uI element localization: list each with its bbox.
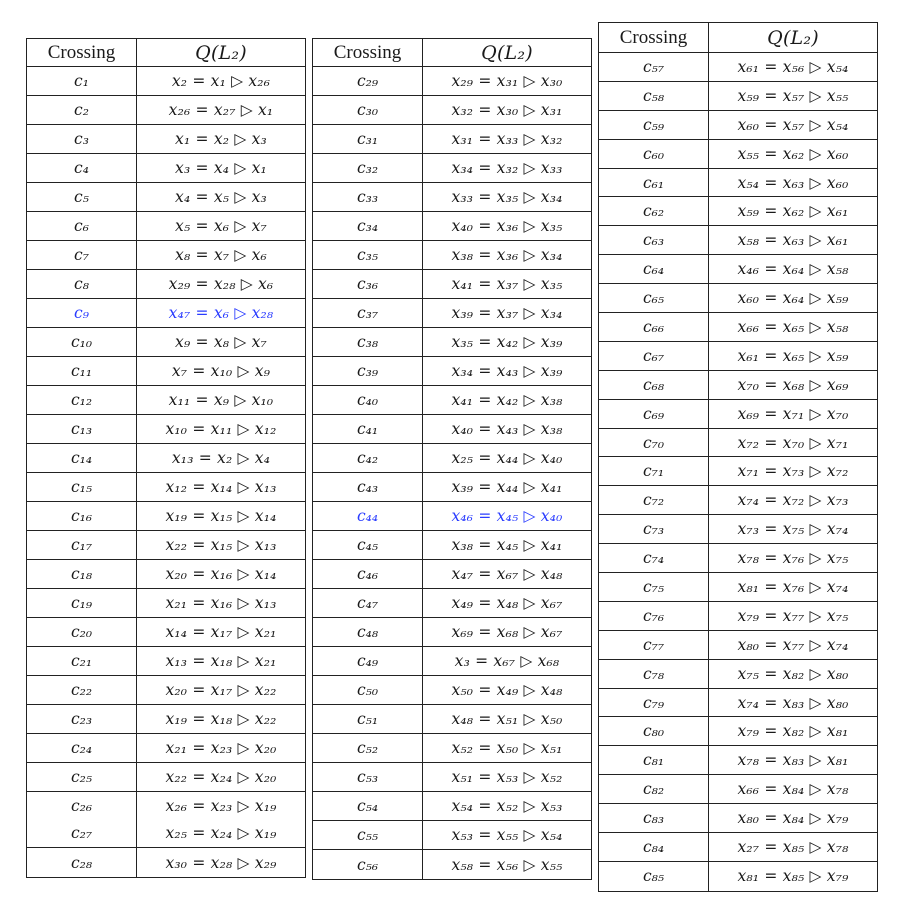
relation-cell: x₄₆ = x₄₅ ▷ x₄₀ <box>451 507 563 525</box>
table-row <box>599 746 877 775</box>
crossing-table-2 <box>312 38 592 880</box>
table-row <box>27 444 305 473</box>
table-row <box>599 82 877 111</box>
relation-cell: x₂₇ = x₈₅ ▷ x₇₈ <box>737 837 849 856</box>
relation-cell: x₂₉ = x₂₈ ▷ x₆ <box>168 275 274 293</box>
crossing-cell: c₆₅ <box>599 284 709 312</box>
relation-cell: x₃₉ = x₄₄ ▷ x₄₁ <box>451 478 563 496</box>
table-row <box>313 705 591 734</box>
crossing-cell: c₁₆ <box>27 502 137 530</box>
table-row <box>599 53 877 82</box>
table-header <box>27 39 305 67</box>
crossing-cell: c₁₁ <box>27 357 137 385</box>
table-row <box>27 763 305 792</box>
table-row <box>599 544 877 573</box>
relation-cell: x₅₉ = x₆₂ ▷ x₆₁ <box>737 202 849 221</box>
table-row <box>313 589 591 618</box>
crossing-cell: c₄₈ <box>313 618 423 646</box>
crossing-cell: c₃₇ <box>313 299 423 327</box>
relation-cell: x₇₉ = x₇₇ ▷ x₇₅ <box>737 606 849 625</box>
table-row <box>599 226 877 255</box>
table-row <box>599 602 877 631</box>
table-row <box>27 589 305 618</box>
table-row <box>27 299 305 328</box>
crossing-cell: c₅ <box>27 183 137 211</box>
crossing-cell: c₄ <box>27 154 137 182</box>
table-row <box>313 183 591 212</box>
relation-cell: x₁₃ = x₁₈ ▷ x₂₁ <box>165 652 277 670</box>
relation-cell: x₃₃ = x₃₅ ▷ x₃₄ <box>451 188 563 206</box>
relation-cell: x₃₁ = x₃₃ ▷ x₃₂ <box>451 130 563 148</box>
crossing-table-1 <box>26 38 306 878</box>
relation-cell: x₂₁ = x₂₃ ▷ x₂₀ <box>165 739 277 757</box>
crossing-cell: c₇ <box>27 241 137 269</box>
table-row <box>599 342 877 371</box>
crossing-cell: c₇₈ <box>599 660 709 688</box>
table-row <box>313 241 591 270</box>
table-row <box>313 357 591 386</box>
relation-cell: x₅₈ = x₅₆ ▷ x₅₅ <box>451 855 563 874</box>
table-row <box>313 560 591 589</box>
relation-cell: x₅₂ = x₅₀ ▷ x₅₁ <box>451 739 563 757</box>
crossing-cell: c₃₉ <box>313 357 423 385</box>
table-row <box>313 212 591 241</box>
relation-cell: x₄₁ = x₄₂ ▷ x₃₈ <box>451 391 563 409</box>
table-row <box>313 763 591 792</box>
cell-line: x₂₅ = x₂₄ ▷ x₁₉ <box>165 824 277 843</box>
crossing-cell: c₁₄ <box>27 444 137 472</box>
table-row <box>599 457 877 486</box>
table-row <box>599 573 877 602</box>
table-row <box>27 705 305 734</box>
table-row <box>313 415 591 444</box>
table-row <box>599 313 877 342</box>
table-row <box>313 647 591 676</box>
crossing-cell: c₅₈ <box>599 82 709 110</box>
table-row <box>599 833 877 862</box>
relation-cell: x₂ = x₁ ▷ x₂₆ <box>171 72 271 90</box>
table-row <box>313 821 591 850</box>
crossing-cell: c₂₁ <box>27 647 137 675</box>
relation-cell: x₁ = x₂ ▷ x₃ <box>175 130 267 148</box>
table-row <box>27 415 305 444</box>
table-row <box>313 154 591 183</box>
relation-cell: x₅₉ = x₅₇ ▷ x₅₅ <box>737 86 849 105</box>
table-row <box>599 111 877 140</box>
relation-cell: x₃₈ = x₃₆ ▷ x₃₄ <box>451 246 563 264</box>
crossing-cell: c₇₃ <box>599 515 709 543</box>
crossing-cell: c₇₂ <box>599 486 709 514</box>
crossing-cell: c₇₄ <box>599 544 709 572</box>
crossing-cell: c₅₅ <box>313 821 423 849</box>
relation-cell: x₅₅ = x₆₂ ▷ x₆₀ <box>737 144 849 163</box>
relation-cell: x₃₅ = x₄₂ ▷ x₃₉ <box>451 333 563 351</box>
table-row <box>27 676 305 705</box>
crossing-cell: c₂₂ <box>27 676 137 704</box>
crossing-cell: c₈ <box>27 270 137 298</box>
header-crossing: Crossing <box>27 39 137 66</box>
table-row <box>599 140 877 169</box>
table-row <box>27 734 305 763</box>
relation-cell: x₆₀ = x₆₄ ▷ x₅₉ <box>737 289 849 308</box>
table-row <box>313 444 591 473</box>
relation-cell: x₇₃ = x₇₅ ▷ x₇₄ <box>737 520 849 539</box>
crossing-cell: c₈₅ <box>599 862 709 891</box>
relation-cell: x₃ = x₆₇ ▷ x₆₈ <box>454 652 560 670</box>
crossing-cell: c₅₉ <box>599 111 709 139</box>
relation-cell: x₁₃ = x₂ ▷ x₄ <box>171 449 271 467</box>
relation-cell: x₅₄ = x₆₃ ▷ x₆₀ <box>737 173 849 192</box>
relation-cell: x₂₁ = x₁₆ ▷ x₁₃ <box>165 594 277 612</box>
crossing-cell: c₄₁ <box>313 415 423 443</box>
crossing-cell: c₂₀ <box>27 618 137 646</box>
table-row <box>599 486 877 515</box>
crossing-cell: c₅₃ <box>313 763 423 791</box>
crossing-cell: c₇₆ <box>599 602 709 630</box>
crossing-cell: c₁₂ <box>27 386 137 414</box>
crossing-cell: c₆₈ <box>599 371 709 399</box>
crossing-cell: c₇₅ <box>599 573 709 601</box>
relation-cell: x₅₃ = x₅₅ ▷ x₅₄ <box>451 826 563 844</box>
crossing-cell: c₃₈ <box>313 328 423 356</box>
table-row <box>599 804 877 833</box>
table-row <box>599 660 877 689</box>
table-row <box>599 197 877 226</box>
crossing-cell: c₅₁ <box>313 705 423 733</box>
crossing-cell: c₈₃ <box>599 804 709 832</box>
relation-cell: x₆₆ = x₆₅ ▷ x₅₈ <box>737 317 849 336</box>
crossing-cell: c₂₅ <box>27 763 137 791</box>
table-row <box>599 689 877 718</box>
relation-cell: x₁₉ = x₁₈ ▷ x₂₂ <box>165 710 277 728</box>
table-row <box>599 515 877 544</box>
crossing-cell: c₁₃ <box>27 415 137 443</box>
table-row <box>599 862 877 891</box>
relation-cell: x₈₁ = x₈₅ ▷ x₇₉ <box>737 867 849 886</box>
crossing-cell: c₁₀ <box>27 328 137 356</box>
table-row <box>599 717 877 746</box>
relation-cell: x₃₀ = x₂₈ ▷ x₂₉ <box>165 853 277 872</box>
table-row <box>27 502 305 531</box>
relation-cell: x₃₈ = x₄₅ ▷ x₄₁ <box>451 536 563 554</box>
table-row <box>27 531 305 560</box>
relation-cell: x₉ = x₈ ▷ x₇ <box>175 333 267 351</box>
crossing-cell: c₆₃ <box>599 226 709 254</box>
cell-line: c₂₆ <box>70 796 93 815</box>
relation-cell: x₇₉ = x₈₂ ▷ x₈₁ <box>737 722 849 741</box>
relation-cell <box>137 792 305 847</box>
table-header <box>599 23 877 53</box>
crossing-cell: c₂₉ <box>313 67 423 95</box>
crossing-cell: c₁ <box>27 67 137 95</box>
relation-cell: x₅ = x₆ ▷ x₇ <box>175 217 267 235</box>
crossing-cell: c₅₀ <box>313 676 423 704</box>
crossing-cell: c₂ <box>27 96 137 124</box>
relation-cell: x₈ = x₇ ▷ x₆ <box>175 246 267 264</box>
table-row <box>313 125 591 154</box>
relation-cell: x₆₆ = x₈₄ ▷ x₇₈ <box>737 780 849 799</box>
relation-cell: x₇₀ = x₆₈ ▷ x₆₉ <box>737 375 849 394</box>
table-row <box>313 676 591 705</box>
table-row <box>599 169 877 198</box>
relation-cell: x₃₄ = x₃₂ ▷ x₃₃ <box>451 159 563 177</box>
crossing-cell: c₁₅ <box>27 473 137 501</box>
header-quandle: Q(L₂) <box>481 41 533 64</box>
table-row <box>313 531 591 560</box>
relation-cell: x₁₁ = x₉ ▷ x₁₀ <box>168 391 274 409</box>
relation-cell: x₆₁ = x₅₆ ▷ x₅₄ <box>737 57 849 76</box>
crossing-cell: c₄₂ <box>313 444 423 472</box>
table-row <box>599 631 877 660</box>
relation-cell: x₇₅ = x₈₂ ▷ x₈₀ <box>737 664 849 683</box>
crossing-cell: c₁₉ <box>27 589 137 617</box>
crossing-cell: c₁₇ <box>27 531 137 559</box>
crossing-cell: c₃ <box>27 125 137 153</box>
crossing-cell: c₇₁ <box>599 457 709 485</box>
table-row <box>313 792 591 821</box>
relation-cell: x₈₀ = x₇₇ ▷ x₇₄ <box>737 635 849 654</box>
relation-cell: x₁₄ = x₁₇ ▷ x₂₁ <box>165 623 277 641</box>
table-row <box>313 502 591 531</box>
relation-cell: x₁₂ = x₁₄ ▷ x₁₃ <box>165 478 277 496</box>
crossing-cell: c₄₀ <box>313 386 423 414</box>
table-row <box>27 647 305 676</box>
relation-cell: x₇ = x₁₀ ▷ x₉ <box>171 362 271 380</box>
relation-cell: x₄₈ = x₅₁ ▷ x₅₀ <box>451 710 563 728</box>
relation-cell: x₆₉ = x₆₈ ▷ x₆₇ <box>451 623 563 641</box>
crossing-cell: c₆₇ <box>599 342 709 370</box>
crossing-cell: c₃₀ <box>313 96 423 124</box>
crossing-cell: c₇₇ <box>599 631 709 659</box>
table-row <box>313 96 591 125</box>
table-row <box>27 357 305 386</box>
crossing-cell: c₂₈ <box>27 848 137 877</box>
relation-cell: x₄₉ = x₄₈ ▷ x₆₇ <box>451 594 563 612</box>
relation-cell: x₇₈ = x₇₆ ▷ x₇₅ <box>737 549 849 568</box>
relation-cell: x₅₄ = x₅₂ ▷ x₅₃ <box>451 797 563 815</box>
table-row <box>599 775 877 804</box>
crossing-cell: c₉ <box>27 299 137 327</box>
relation-cell: x₅₈ = x₆₃ ▷ x₆₁ <box>737 231 849 250</box>
crossing-cell: c₅₄ <box>313 792 423 820</box>
crossing-cell: c₅₆ <box>313 850 423 879</box>
relation-cell: x₁₀ = x₁₁ ▷ x₁₂ <box>165 420 277 438</box>
relation-cell: x₂₀ = x₁₆ ▷ x₁₄ <box>165 565 277 583</box>
table-row <box>27 67 305 96</box>
crossing-cell: c₃₄ <box>313 212 423 240</box>
crossing-cell: c₇₀ <box>599 429 709 457</box>
crossing-cell: c₆ <box>27 212 137 240</box>
relation-cell: x₂₆ = x₂₇ ▷ x₁ <box>168 101 274 119</box>
relation-cell: x₃₉ = x₃₇ ▷ x₃₄ <box>451 304 563 322</box>
table-row <box>27 96 305 125</box>
relation-cell: x₂₉ = x₃₁ ▷ x₃₀ <box>451 72 563 90</box>
table-row <box>27 241 305 270</box>
relation-cell: x₄₀ = x₃₆ ▷ x₃₅ <box>451 217 563 235</box>
relation-cell: x₆₀ = x₅₇ ▷ x₅₄ <box>737 115 849 134</box>
crossing-cell: c₂₄ <box>27 734 137 762</box>
crossing-cell: c₃₁ <box>313 125 423 153</box>
relation-cell: x₅₀ = x₄₉ ▷ x₄₈ <box>451 681 563 699</box>
relation-cell: x₃ = x₄ ▷ x₁ <box>175 159 267 177</box>
relation-cell: x₈₁ = x₇₆ ▷ x₇₄ <box>737 577 849 596</box>
relation-cell: x₇₂ = x₇₀ ▷ x₇₁ <box>737 433 849 452</box>
relation-cell: x₇₁ = x₇₃ ▷ x₇₂ <box>737 462 849 481</box>
crossing-cell: c₄₉ <box>313 647 423 675</box>
table-row <box>27 125 305 154</box>
relation-cell: x₇₈ = x₈₃ ▷ x₈₁ <box>737 751 849 770</box>
table-row <box>313 850 591 879</box>
table-row <box>599 255 877 284</box>
table-row <box>599 400 877 429</box>
crossing-cell: c₃₂ <box>313 154 423 182</box>
table-row <box>27 848 305 877</box>
crossing-cell: c₅₂ <box>313 734 423 762</box>
crossing-cell: c₆₂ <box>599 197 709 225</box>
crossing-cell: c₁₈ <box>27 560 137 588</box>
table-row <box>313 328 591 357</box>
header-crossing: Crossing <box>313 39 423 66</box>
crossing-cell: c₅₇ <box>599 53 709 81</box>
crossing-cell <box>27 792 137 847</box>
table-row <box>313 618 591 647</box>
relation-cell: x₂₅ = x₄₄ ▷ x₄₀ <box>451 449 563 467</box>
table-row <box>313 386 591 415</box>
table-row <box>313 473 591 502</box>
table-row <box>27 183 305 212</box>
relation-cell: x₃₄ = x₄₃ ▷ x₃₉ <box>451 362 563 380</box>
crossing-cell: c₆₁ <box>599 169 709 197</box>
relation-cell: x₂₀ = x₁₇ ▷ x₂₂ <box>165 681 277 699</box>
crossing-cell: c₄₄ <box>313 502 423 530</box>
header-quandle: Q(L₂) <box>195 41 247 64</box>
relation-cell: x₅₁ = x₅₃ ▷ x₅₂ <box>451 768 563 786</box>
crossing-cell: c₂₃ <box>27 705 137 733</box>
table-row <box>599 371 877 400</box>
crossing-cell: c₈₀ <box>599 717 709 745</box>
cell-line: x₂₆ = x₂₃ ▷ x₁₉ <box>165 796 277 815</box>
table-row <box>27 560 305 589</box>
relation-cell: x₄₁ = x₃₇ ▷ x₃₅ <box>451 275 563 293</box>
table-row <box>27 792 305 848</box>
crossing-cell: c₆₀ <box>599 140 709 168</box>
crossing-cell: c₄₅ <box>313 531 423 559</box>
relation-cell: x₈₀ = x₈₄ ▷ x₇₉ <box>737 809 849 828</box>
crossing-cell: c₃₅ <box>313 241 423 269</box>
table-row <box>27 212 305 241</box>
cell-line: c₂₇ <box>70 824 93 843</box>
table-row <box>599 284 877 313</box>
header-crossing: Crossing <box>599 23 709 52</box>
table-row <box>313 67 591 96</box>
crossing-table-3 <box>598 22 878 892</box>
table-row <box>27 386 305 415</box>
table-row <box>313 734 591 763</box>
relation-cell: x₇₄ = x₈₃ ▷ x₈₀ <box>737 693 849 712</box>
crossing-cell: c₈₂ <box>599 775 709 803</box>
relation-cell: x₄₇ = x₆₇ ▷ x₄₈ <box>451 565 563 583</box>
relation-cell: x₄ = x₅ ▷ x₃ <box>175 188 267 206</box>
relation-cell: x₂₂ = x₁₅ ▷ x₁₃ <box>165 536 277 554</box>
table-row <box>27 618 305 647</box>
relation-cell: x₆₁ = x₆₅ ▷ x₅₉ <box>737 346 849 365</box>
crossing-cell: c₄₃ <box>313 473 423 501</box>
crossing-cell: c₇₉ <box>599 689 709 717</box>
crossing-cell: c₄₇ <box>313 589 423 617</box>
crossing-cell: c₆₉ <box>599 400 709 428</box>
relation-cell: x₁₉ = x₁₅ ▷ x₁₄ <box>165 507 277 525</box>
table-row <box>313 299 591 328</box>
table-row <box>27 328 305 357</box>
relation-cell: x₄₀ = x₄₃ ▷ x₃₈ <box>451 420 563 438</box>
relation-cell: x₂₂ = x₂₄ ▷ x₂₀ <box>165 768 277 786</box>
table-row <box>599 429 877 458</box>
crossing-cell: c₆₆ <box>599 313 709 341</box>
relation-cell: x₆₉ = x₇₁ ▷ x₇₀ <box>737 404 849 423</box>
relation-cell: x₄₆ = x₆₄ ▷ x₅₈ <box>737 260 849 279</box>
relation-cell: x₇₄ = x₇₂ ▷ x₇₃ <box>737 491 849 510</box>
table-header <box>313 39 591 67</box>
relation-cell: x₄₇ = x₆ ▷ x₂₈ <box>168 304 274 322</box>
table-row <box>313 270 591 299</box>
table-row <box>27 473 305 502</box>
crossing-cell: c₈₁ <box>599 746 709 774</box>
header-quandle: Q(L₂) <box>767 26 819 49</box>
table-row <box>27 154 305 183</box>
relation-cell: x₃₂ = x₃₀ ▷ x₃₁ <box>451 101 563 119</box>
crossing-cell: c₃₆ <box>313 270 423 298</box>
crossing-cell: c₆₄ <box>599 255 709 283</box>
crossing-cell: c₄₆ <box>313 560 423 588</box>
crossing-cell: c₃₃ <box>313 183 423 211</box>
table-row <box>27 270 305 299</box>
crossing-cell: c₈₄ <box>599 833 709 861</box>
